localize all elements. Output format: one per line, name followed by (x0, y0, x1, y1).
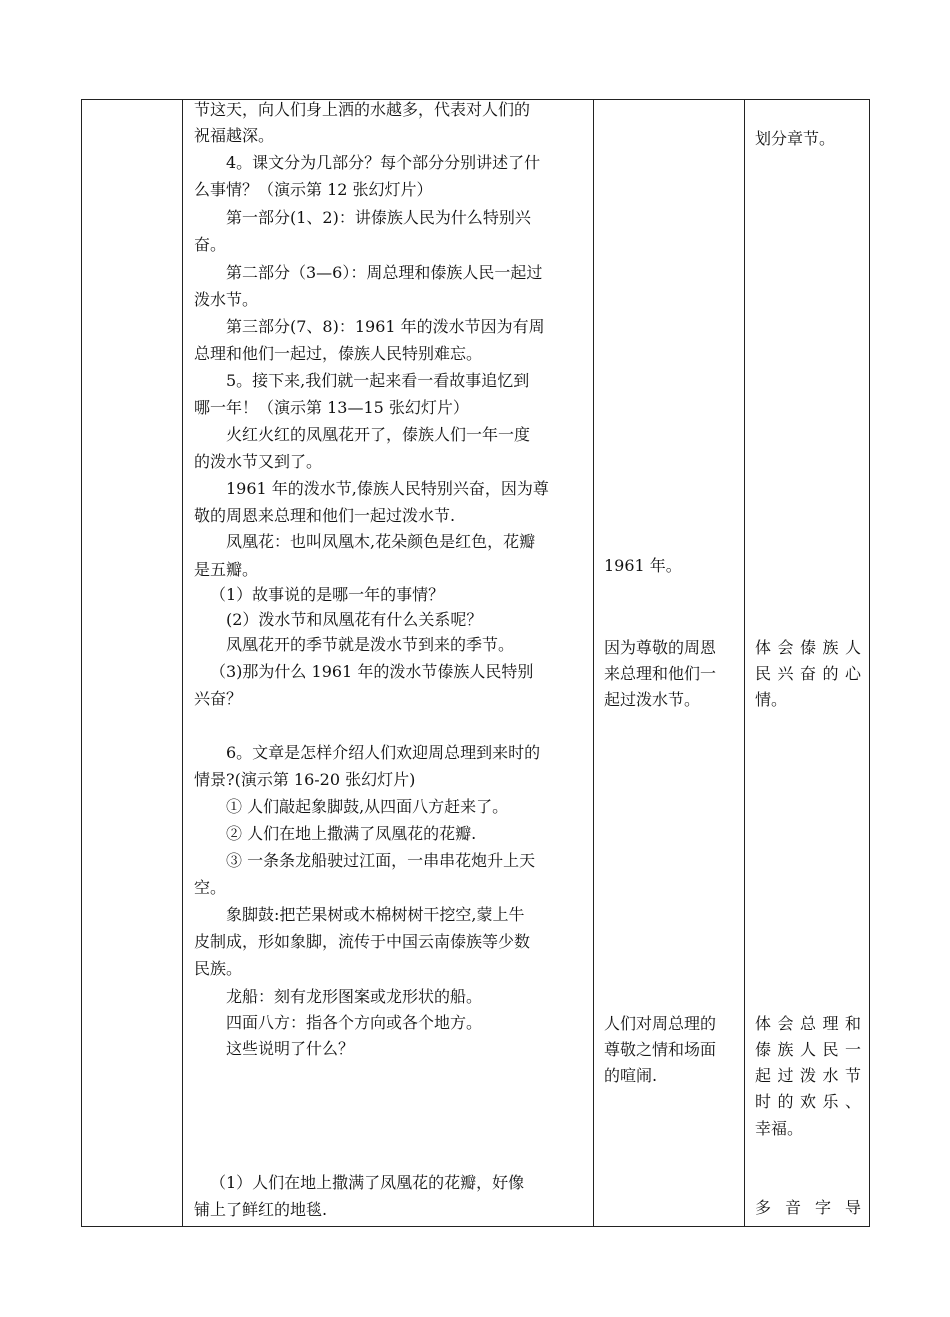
text-line: 凤凰花开的季节就是泼水节到来的季节。 (226, 635, 515, 654)
answer-line: 人们对周总理的 (604, 1014, 717, 1033)
note-line: 体 会 傣 族 人 (755, 638, 861, 657)
text-line: 是五瓣。 (194, 560, 259, 579)
note-line: 情。 (755, 690, 788, 709)
answer-line: 的喧闹. (604, 1066, 658, 1085)
text-line: 1961 年的泼水节,傣族人民特别兴奋，因为尊 (226, 479, 549, 498)
text-line: 6。文章是怎样介绍人们欢迎周总理到来时的 (226, 743, 541, 762)
text-line: 第三部分(7、8)：1961 年的泼水节因为有周 (226, 317, 545, 336)
answer-line: 因为尊敬的周恩 (604, 638, 717, 657)
text-line: 火红火红的凤凰花开了，傣族人们一年一度 (226, 425, 531, 444)
column-divider (593, 100, 594, 1226)
design-intent-cell (755, 100, 861, 1226)
text-line: ② 人们在地上撒满了凤凰花的花瓣. (226, 824, 477, 843)
column-divider (744, 100, 745, 1226)
text-line: 敬的周恩来总理和他们一起过泼水节. (194, 506, 456, 525)
column-divider (182, 100, 183, 1226)
note-line: 划分章节。 (755, 129, 836, 148)
text-line: 铺上了鲜红的地毯. (194, 1200, 328, 1219)
text-line: 的泼水节又到了。 (194, 452, 323, 471)
text-line: 哪一年！（演示第 13—15 张幻灯片） (194, 398, 469, 417)
text-line: ③ 一条条龙船驶过江面，一串串花炮升上天 (226, 851, 536, 870)
text-line: 这些说明了什么？ (226, 1039, 355, 1058)
teaching-process-cell (194, 100, 586, 1226)
text-line: 节这天，向人们身上洒的水越多，代表对人们的 (194, 100, 531, 119)
note-line: 体 会 总 理 和 (755, 1014, 861, 1033)
lesson-plan-table (81, 99, 870, 1227)
text-line: 龙船：刻有龙形图案或龙形状的船。 (226, 987, 483, 1006)
text-line: 象脚鼓:把芒果树或木棉树树干挖空,蒙上牛 (226, 905, 525, 924)
text-line: 祝福越深。 (194, 126, 275, 145)
note-line: 起 过 泼 水 节 (755, 1066, 861, 1085)
note-line: 幸福。 (755, 1119, 804, 1138)
text-line: 4。课文分为几部分？每个部分分别讲述了什 (226, 153, 541, 172)
text-line: ① 人们敲起象脚鼓,从四面八方赶来了。 (226, 797, 509, 816)
answer-line: 1961 年。 (604, 556, 682, 575)
text-line: 皮制成，形如象脚，流传于中国云南傣族等少数 (194, 932, 531, 951)
text-line: 空。 (194, 878, 227, 897)
text-line: （1）故事说的是哪一年的事情？ (210, 585, 445, 604)
note-line: 傣 族 人 民 一 (755, 1040, 861, 1059)
text-line: 兴奋？ (194, 689, 243, 708)
text-line: 四面八方：指各个方向或各个地方。 (226, 1013, 483, 1032)
text-line: 奋。 (194, 235, 227, 254)
text-line: 么事情？（演示第 12 张幻灯片） (194, 180, 433, 199)
text-line: 泼水节。 (194, 290, 259, 309)
note-line: 民 兴 奋 的 心 (755, 664, 861, 683)
text-line: 第二部分（3—6）：周总理和傣族人民一起过 (226, 263, 543, 282)
text-line: （3)那为什么 1961 年的泼水节傣族人民特别 (210, 662, 534, 681)
answer-line: 起过泼水节。 (604, 690, 701, 709)
text-line: 5。接下来,我们就一起来看一看故事追忆到 (226, 371, 530, 390)
note-line: 时 的 欢 乐 、 (755, 1092, 861, 1111)
text-line: 情景?(演示第 16-20 张幻灯片) (194, 770, 416, 789)
text-line: （1）人们在地上撒满了凤凰花的花瓣，好像 (210, 1173, 525, 1192)
text-line: 民族。 (194, 959, 243, 978)
text-line: 第一部分(1、2)：讲傣族人民为什么特别兴 (226, 208, 531, 227)
text-line: 凤凰花：也叫凤凰木,花朵颜色是红色，花瓣 (226, 532, 536, 551)
answer-line: 来总理和他们一 (604, 664, 717, 683)
note-line: 多 音 字 导 (755, 1198, 861, 1217)
text-line: (2）泼水节和凤凰花有什么关系呢？ (226, 610, 483, 629)
student-activity-cell (604, 100, 738, 1226)
answer-line: 尊敬之情和场面 (604, 1040, 717, 1059)
text-line: 总理和他们一起过，傣族人民特别难忘。 (194, 344, 483, 363)
empty-left-cell (82, 100, 182, 1226)
